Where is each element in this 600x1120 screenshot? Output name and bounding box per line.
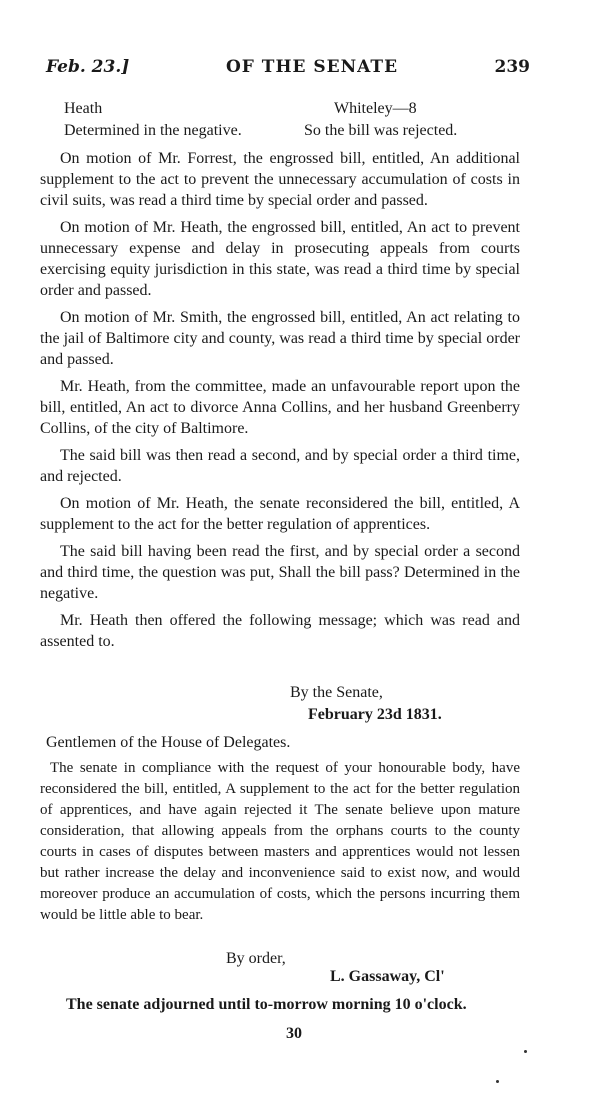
- ink-speck: [524, 1050, 527, 1053]
- signature-mark: 30: [286, 1025, 302, 1042]
- vote-result-left: Determined in the negative.: [64, 122, 242, 139]
- paragraph: Mr. Heath then offered the following message; which was read and assented to.: [40, 612, 520, 650]
- message-salutation: Gentlemen of the House of Delegates.: [46, 734, 291, 751]
- message-body-block: [40, 758, 520, 932]
- running-head-title: OF THE SENATE: [226, 57, 399, 77]
- vote-name-left: Heath: [64, 100, 103, 117]
- clerk-signature: L. Gassaway, Cl': [330, 968, 445, 985]
- paragraph: On motion of Mr. Heath, the engrossed bill, entitled, An act to prevent unnecessary expense and delay in prosecuting appeals from courts exercising equity jurisdiction in this state, was read a third time by special order and passed.: [40, 219, 520, 299]
- message-from: By the Senate,: [290, 684, 383, 701]
- paragraph: On motion of Mr. Smith, the engrossed bill, entitled, An act relating to the jail of Baltimore city and county, was read a third time by special order and passed.: [40, 309, 520, 368]
- running-head-date: Feb. 23.]: [46, 57, 130, 77]
- proceedings-body: [40, 148, 520, 658]
- page-number-top: 239: [494, 57, 530, 77]
- by-order: By order,: [226, 950, 286, 967]
- ink-speck: [496, 1080, 499, 1083]
- vote-name-right: Whiteley—8: [334, 100, 417, 117]
- paragraph: On motion of Mr. Forrest, the engrossed bill, entitled, An additional supplement to the act to prevent the unnecessary accumulation of costs in civil suits, was read a third time by special order and passed.: [40, 150, 520, 209]
- message-date: February 23d 1831.: [308, 706, 442, 723]
- paragraph: The said bill was then read a second, and by special order a third time, and rejected.: [40, 447, 520, 485]
- vote-result-right: So the bill was rejected.: [304, 122, 458, 139]
- paragraph: The said bill having been read the first, and by special order a second and third time, the question was put, Shall the bill pass? Determined in the negative.: [40, 543, 520, 602]
- adjournment-line: The senate adjourned until to-morrow morning 10 o'clock.: [66, 996, 467, 1013]
- message-body: The senate in compliance with the request of your honourable body, have reconsidered the bill, entitled, A supplement to the act for the better regulation of apprentices, and have again rejected it The senate believe upon mature consideration, that allowing appeals from the orphans courts to the county courts in cases of disputes between masters and apprentices would not lessen but rather increase the delay and inconvenience said to exist now, and would moreover produce an accumulation of costs, which the persons incurring them would be little able to bear.: [40, 760, 520, 923]
- running-head: [46, 57, 530, 81]
- paragraph: On motion of Mr. Heath, the senate reconsidered the bill, entitled, A supplement to the act for the better regulation of apprentices.: [40, 495, 520, 533]
- paragraph: Mr. Heath, from the committee, made an unfavourable report upon the bill, entitled, An act to divorce Anna Collins, and her husband Greenberry Collins, of the city of Baltimore.: [40, 378, 520, 437]
